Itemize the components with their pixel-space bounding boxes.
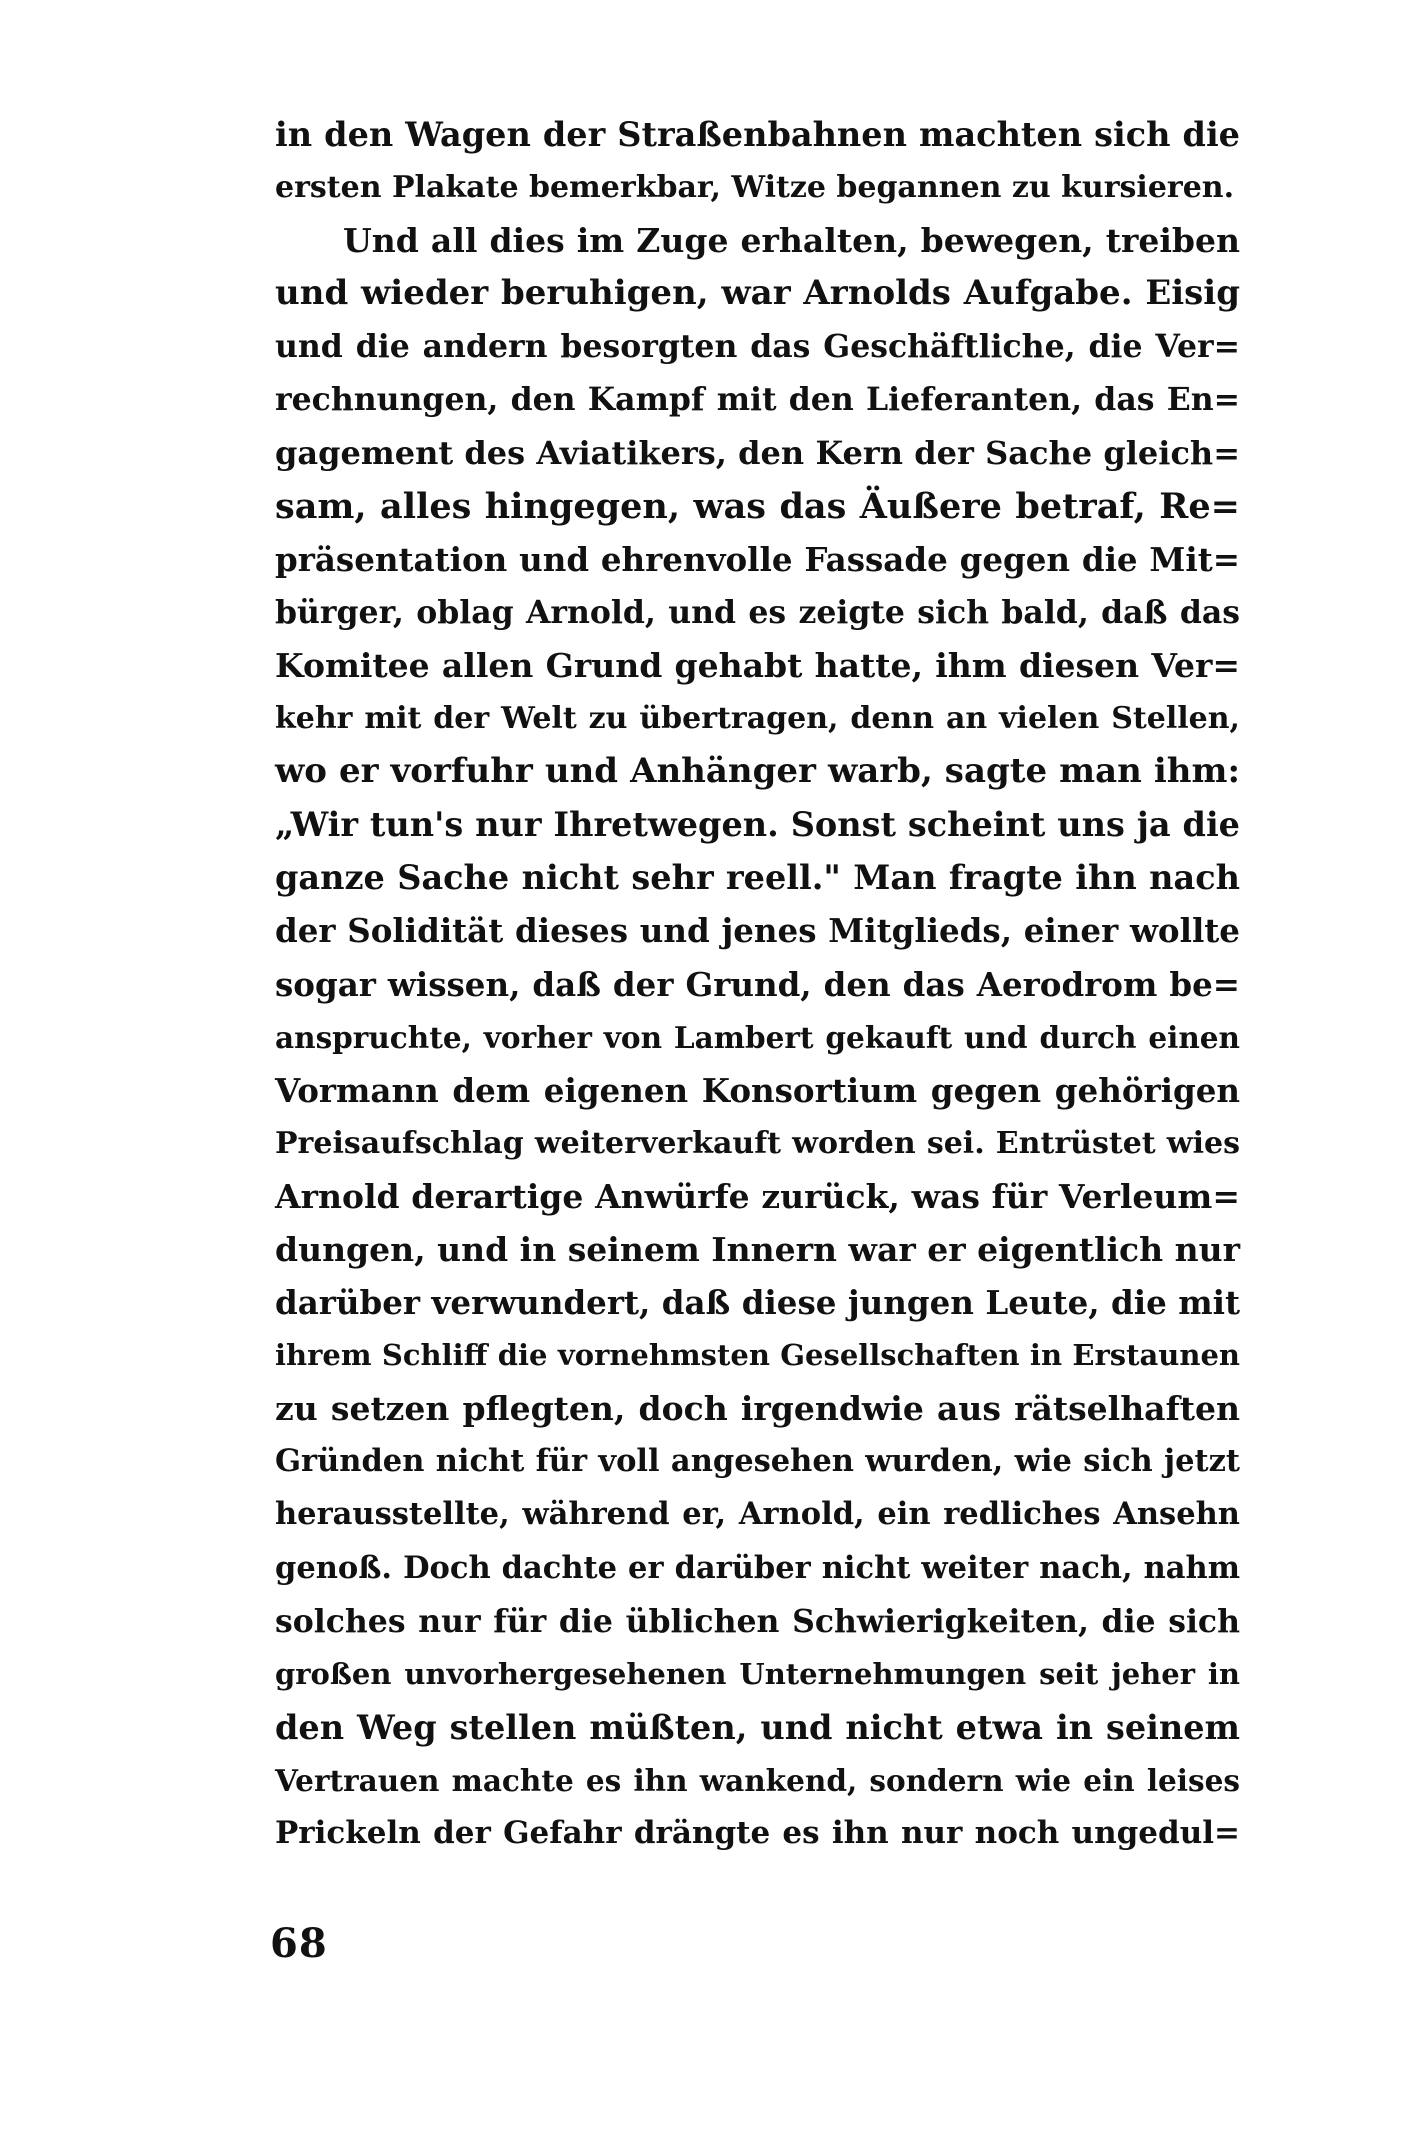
text-line: in den Wagen der Straßenbahnen machten sich die [275, 115, 1240, 154]
text-line: ersten Plakate bemerkbar, Witze begannen zu kursieren. [275, 170, 1235, 206]
text-line: sogar wissen, daß der Grund, den das Aerodrom be= [275, 964, 1240, 1004]
text-line: rechnungen, den Kampf mit den Lieferanten, das En= [275, 381, 1240, 419]
text-line: gagement des Aviatikers, den Kern der Sache gleich= [275, 433, 1240, 472]
text-line: und wieder beruhigen, war Arnolds Aufgabe. Eisig [275, 273, 1240, 314]
text-line: anspruchte, vorher von Lambert gekauft und durch einen [275, 1019, 1240, 1055]
text-line: genoß. Doch dachte er darüber nicht weiter nach, nahm [275, 1549, 1240, 1586]
text-line: Vormann dem eigenen Konsortium gegen gehörigen [275, 1070, 1240, 1110]
text-line: ihrem Schliff die vornehmsten Gesellschaften in Erstaunen [275, 1338, 1240, 1373]
text-line: „Wir tun's nur Ihretwegen. Sonst scheint uns ja die [275, 805, 1240, 845]
text-line: herausstellte, während er, Arnold, ein redliches Ansehn [275, 1496, 1240, 1533]
text-line: solches nur für die üblichen Schwierigkeiten, die sich [275, 1602, 1240, 1640]
text-line: wo er vorfuhr und Anhänger warb, sagte man ihm: [275, 751, 1240, 792]
text-line: kehr mit der Welt zu übertragen, denn an vielen Stellen, [275, 701, 1240, 737]
text-line: präsentation und ehrenvolle Fassade gegen die Mit= [275, 539, 1240, 579]
text-line: der Solidität dieses und jenes Mitglieds, einer wollte [275, 911, 1240, 951]
text-line: sam, alles hingegen, was das Äußere betraf, Re= [275, 485, 1240, 527]
text-line: Und all dies im Zuge erhalten, bewegen, treiben [343, 221, 1240, 261]
text-line: ganze Sache nicht sehr reell." Man fragte ihn nach [275, 858, 1240, 898]
text-line: darüber verwundert, daß diese jungen Leute, die mit [275, 1283, 1240, 1323]
page-number: 68 [270, 1920, 328, 1967]
text-line: Gründen nicht für voll angesehen wurden, wie sich jetzt [275, 1443, 1240, 1480]
text-line: zu setzen pflegten, doch irgendwie aus rätselhaften [275, 1389, 1240, 1429]
text-line: und die andern besorgten das Geschäftliche, die Ver= [275, 328, 1240, 366]
text-line: bürger, oblag Arnold, und es zeigte sich bald, daß das [275, 593, 1240, 631]
text-line: großen unvorhergesehenen Unternehmungen seit jeher in [275, 1656, 1240, 1691]
text-line: Prickeln der Gefahr drängte es ihn nur noch ungedul= [275, 1815, 1240, 1851]
text-line: Vertrauen machte es ihn wankend, sondern wie ein leises [275, 1762, 1240, 1798]
text-line: den Weg stellen müßten, und nicht etwa in seinem [275, 1707, 1240, 1747]
body-text [275, 108, 1240, 1860]
text-line: Preisaufschlag weiterverkauft worden sei. Entrüstet wies [275, 1125, 1240, 1161]
text-line: Arnold derartige Anwürfe zurück, was für Verleum= [275, 1176, 1240, 1216]
text-line: dungen, und in seinem Innern war er eigentlich nur [275, 1229, 1240, 1269]
text-line: Komitee allen Grund gehabt hatte, ihm diesen Ver= [275, 645, 1240, 685]
